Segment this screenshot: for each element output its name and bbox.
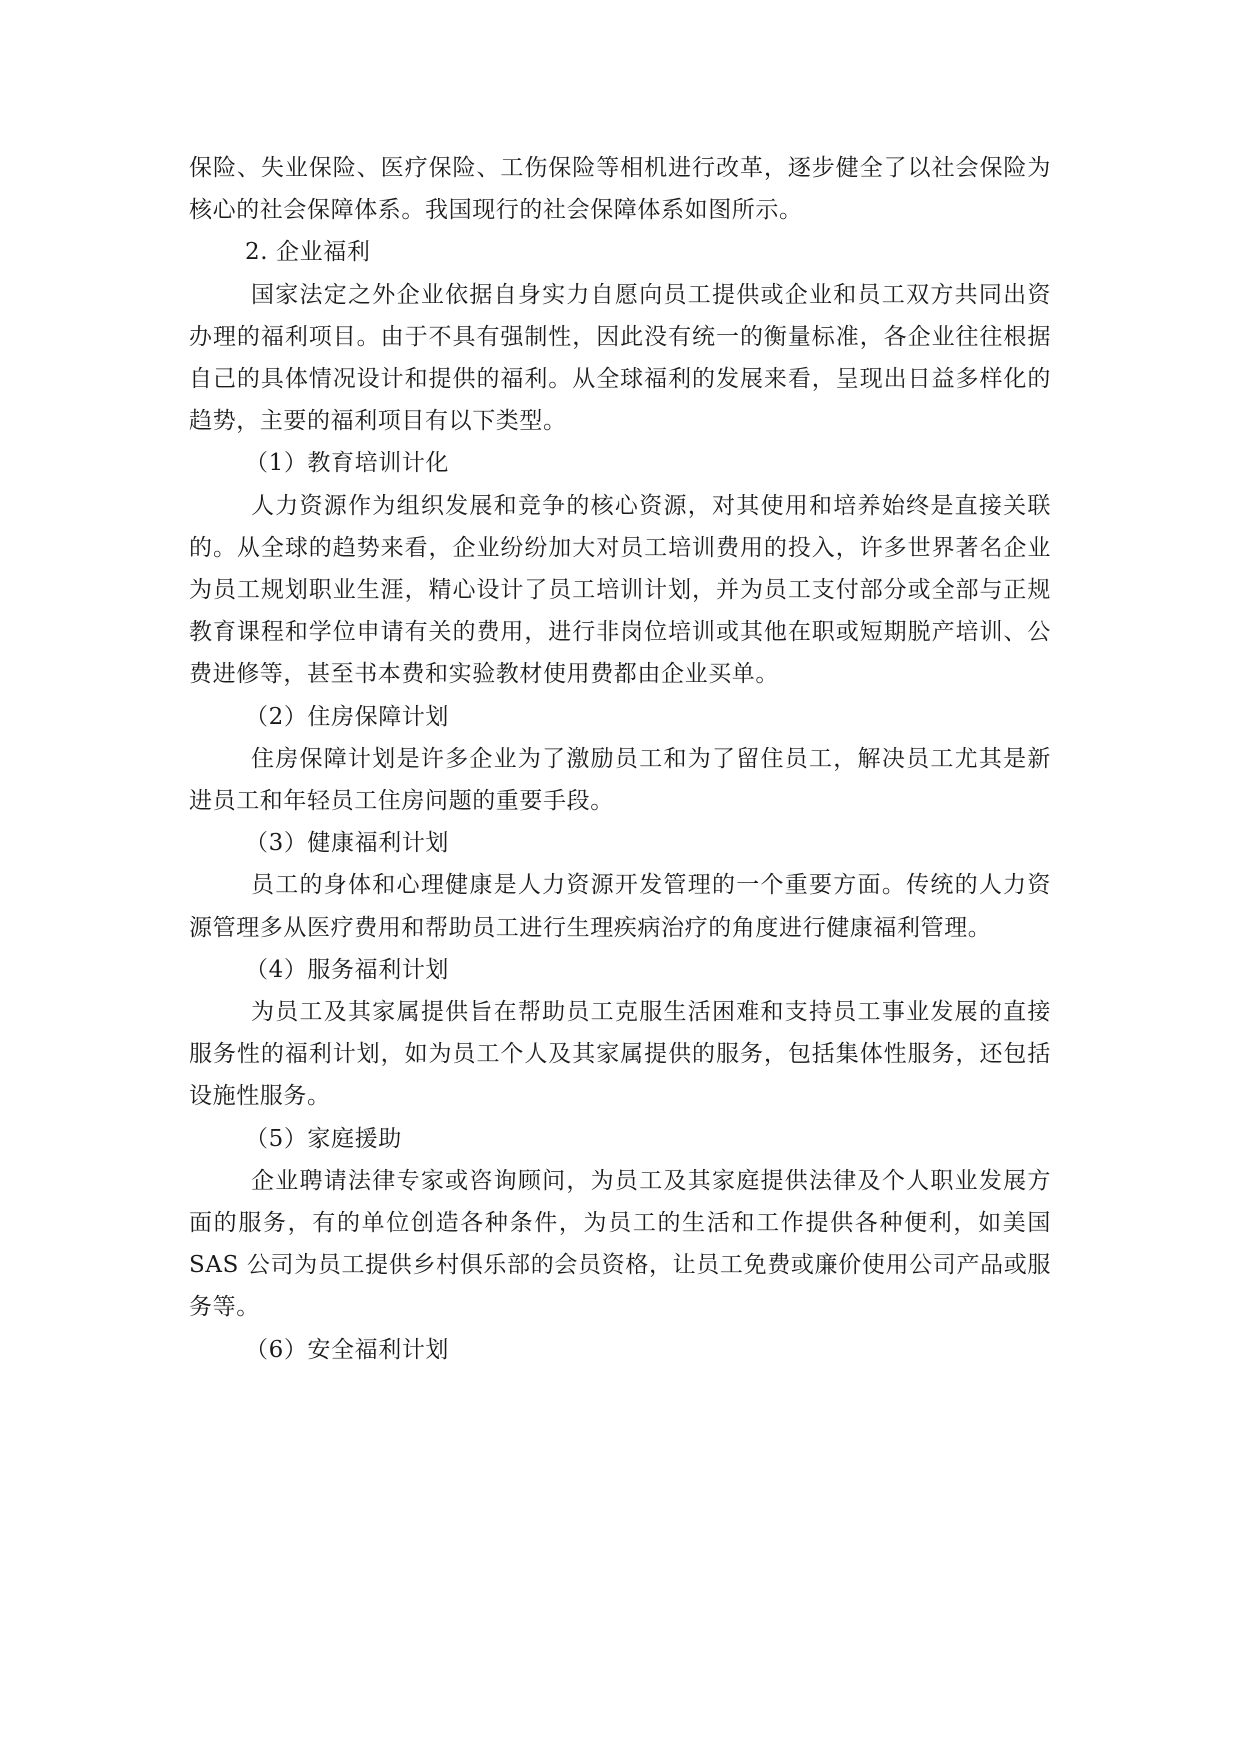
section-heading: （4）服务福利计划	[245, 956, 450, 983]
section-heading: 2. 企业福利	[245, 239, 371, 266]
paragraph: 国家法定之外企业依据自身实力自愿向员工提供或企业和员工双方共同出资办理的福利项目。由于不具有强制性，因此没有统一的衡量标准，各企业往往根据自己的具体情况设计和提供的福利。从全球福利的发展来看，呈现出日益多样化的趋势，主要的福利项目有以下类型。	[189, 281, 1051, 435]
paragraph: 保险、失业保险、医疗保险、工伤保险等相机进行改革，逐步健全了以社会保险为核心的社会保障体系。我国现行的社会保障体系如图所示。	[189, 155, 1051, 224]
paragraph: 为员工及其家属提供旨在帮助员工克服生活困难和支持员工事业发展的直接服务性的福利计划，如为员工个人及其家属提供的服务，包括集体性服务，还包括设施性服务。	[189, 999, 1051, 1110]
paragraph: 住房保障计划是许多企业为了激励员工和为了留住员工，解决员工尤其是新进员工和年轻员工住房问题的重要手段。	[189, 745, 1051, 815]
section-heading: （3）健康福利计划	[245, 830, 450, 857]
section-heading: （6）安全福利计划	[245, 1336, 450, 1363]
paragraph: 企业聘请法律专家或咨询顾问，为员工及其家庭提供法律及个人职业发展方面的服务，有的单位创造各种条件，为员工的生活和工作提供各种便利，如美国 SAS 公司为员工提供乡村俱乐部的会员资格，让员工免费或廉价使用公司产品或服务等。	[189, 1167, 1051, 1321]
section-heading: （1）教育培训计化	[245, 450, 450, 477]
section-heading: （2）住房保障计划	[245, 703, 450, 730]
section-heading: （5）家庭援助	[245, 1125, 402, 1152]
document-body	[189, 147, 1051, 1371]
paragraph: 人力资源作为组织发展和竞争的核心资源，对其使用和培养始终是直接关联的。从全球的趋势来看，企业纷纷加大对员工培训费用的投入，许多世界著名企业为员工规划职业生涯，精心设计了员工培训计划，并为员工支付部分或全部与正规教育课程和学位申请有关的费用，进行非岗位培训或其他在职或短期脱产培训、公费进修等，甚至书本费和实验教材使用费都由企业买单。	[189, 492, 1051, 688]
paragraph: 员工的身体和心理健康是人力资源开发管理的一个重要方面。传统的人力资源管理多从医疗费用和帮助员工进行生理疾病治疗的角度进行健康福利管理。	[189, 872, 1051, 941]
